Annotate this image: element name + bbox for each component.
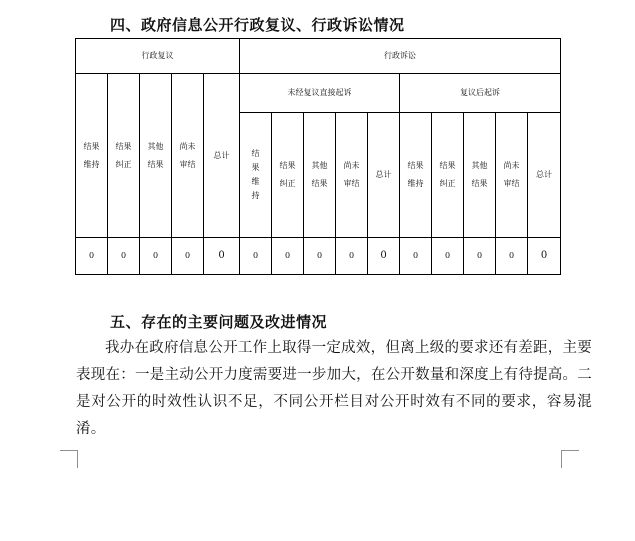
- review-litigation-table: [75, 38, 561, 275]
- review-col-2-line: 结果: [115, 141, 132, 151]
- after-review-col-1-line: 结果: [407, 161, 424, 170]
- value-cell: 0: [496, 238, 528, 275]
- after-review-col-2-line: 结果: [439, 161, 456, 170]
- direct-suit-col-1-line: 结: [251, 149, 260, 158]
- after-review-col-4-line: 审结: [503, 179, 520, 188]
- direct-suit-col-1-line: 维: [251, 177, 260, 186]
- direct-suit-col-3-line: 其他: [311, 161, 328, 170]
- direct-suit-col-2-line: 纠正: [279, 179, 296, 188]
- section-5-title: 五、存在的主要问题及改进情况: [110, 313, 328, 331]
- after-review-col-2: [432, 113, 464, 238]
- section-4-title: 四、政府信息公开行政复议、行政诉讼情况: [110, 16, 405, 34]
- direct-suit-header: 未经复议直接起诉: [240, 74, 400, 113]
- problems-paragraph: 我办在政府信息公开工作上取得一定成效，但离上级的要求还有差距，主要表现在：一是主动公开力度需要进一步加大，在公开数量和深度上有待提高。二是对公开的时效性认识不足，不同公开栏目对公开时效有不同的要求，容易混淆。: [76, 340, 592, 437]
- review-col-4-line: 审结: [179, 159, 196, 169]
- review-col-5-line: 总计: [213, 150, 230, 160]
- value-cell: 0: [204, 238, 240, 275]
- value-cell: 0: [108, 238, 140, 275]
- admin-litigation-header: 行政诉讼: [240, 39, 561, 74]
- direct-suit-col-3-line: 结果: [311, 179, 328, 188]
- after-review-col-2-line: 纠正: [439, 179, 456, 188]
- review-col-1: [76, 74, 108, 238]
- direct-suit-col-3: [304, 113, 336, 238]
- after-review-col-1: [400, 113, 432, 238]
- review-col-5: [204, 74, 240, 238]
- direct-suit-col-4-line: 审结: [343, 179, 360, 188]
- direct-suit-col-1-line: 果: [251, 163, 260, 172]
- value-cell: 0: [76, 238, 108, 275]
- after-review-col-3: [464, 113, 496, 238]
- value-cell: 0: [368, 238, 400, 275]
- review-col-1-line: 结果: [83, 141, 100, 151]
- review-col-1-line: 维持: [83, 159, 100, 169]
- page-margin-mark-right: [561, 450, 579, 468]
- value-cell: 0: [304, 238, 336, 275]
- after-review-col-5: [528, 113, 561, 238]
- after-review-col-3-line: 其他: [471, 161, 488, 170]
- direct-suit-col-1: [240, 113, 272, 238]
- value-cell: 0: [432, 238, 464, 275]
- review-col-3-line: 其他: [147, 141, 164, 151]
- direct-suit-col-4-line: 尚未: [343, 161, 360, 170]
- after-review-col-4: [496, 113, 528, 238]
- direct-suit-col-5-line: 总计: [375, 170, 392, 179]
- direct-suit-col-2: [272, 113, 304, 238]
- direct-suit-col-1-line: 持: [251, 191, 260, 200]
- value-cell: 0: [464, 238, 496, 275]
- page-margin-mark-left: [60, 450, 78, 468]
- direct-suit-col-4: [336, 113, 368, 238]
- value-cell: 0: [528, 238, 561, 275]
- after-review-col-1-line: 维持: [407, 179, 424, 188]
- after-review-col-5-line: 总计: [536, 170, 553, 179]
- after-review-col-4-line: 尚未: [503, 161, 520, 170]
- after-review-suit-header: 复议后起诉: [400, 74, 561, 113]
- after-review-col-3-line: 结果: [471, 179, 488, 188]
- review-col-3: [140, 74, 172, 238]
- review-col-4: [172, 74, 204, 238]
- admin-review-header: 行政复议: [76, 39, 240, 74]
- value-cell: 0: [240, 238, 272, 275]
- value-cell: 0: [400, 238, 432, 275]
- value-cell: 0: [336, 238, 368, 275]
- review-col-2: [108, 74, 140, 238]
- review-col-4-line: 尚未: [179, 141, 196, 151]
- review-col-3-line: 结果: [147, 159, 164, 169]
- direct-suit-col-2-line: 结果: [279, 161, 296, 170]
- direct-suit-col-5: [368, 113, 400, 238]
- review-col-2-line: 纠正: [115, 159, 132, 169]
- value-cell: 0: [172, 238, 204, 275]
- value-cell: 0: [140, 238, 172, 275]
- value-cell: 0: [272, 238, 304, 275]
